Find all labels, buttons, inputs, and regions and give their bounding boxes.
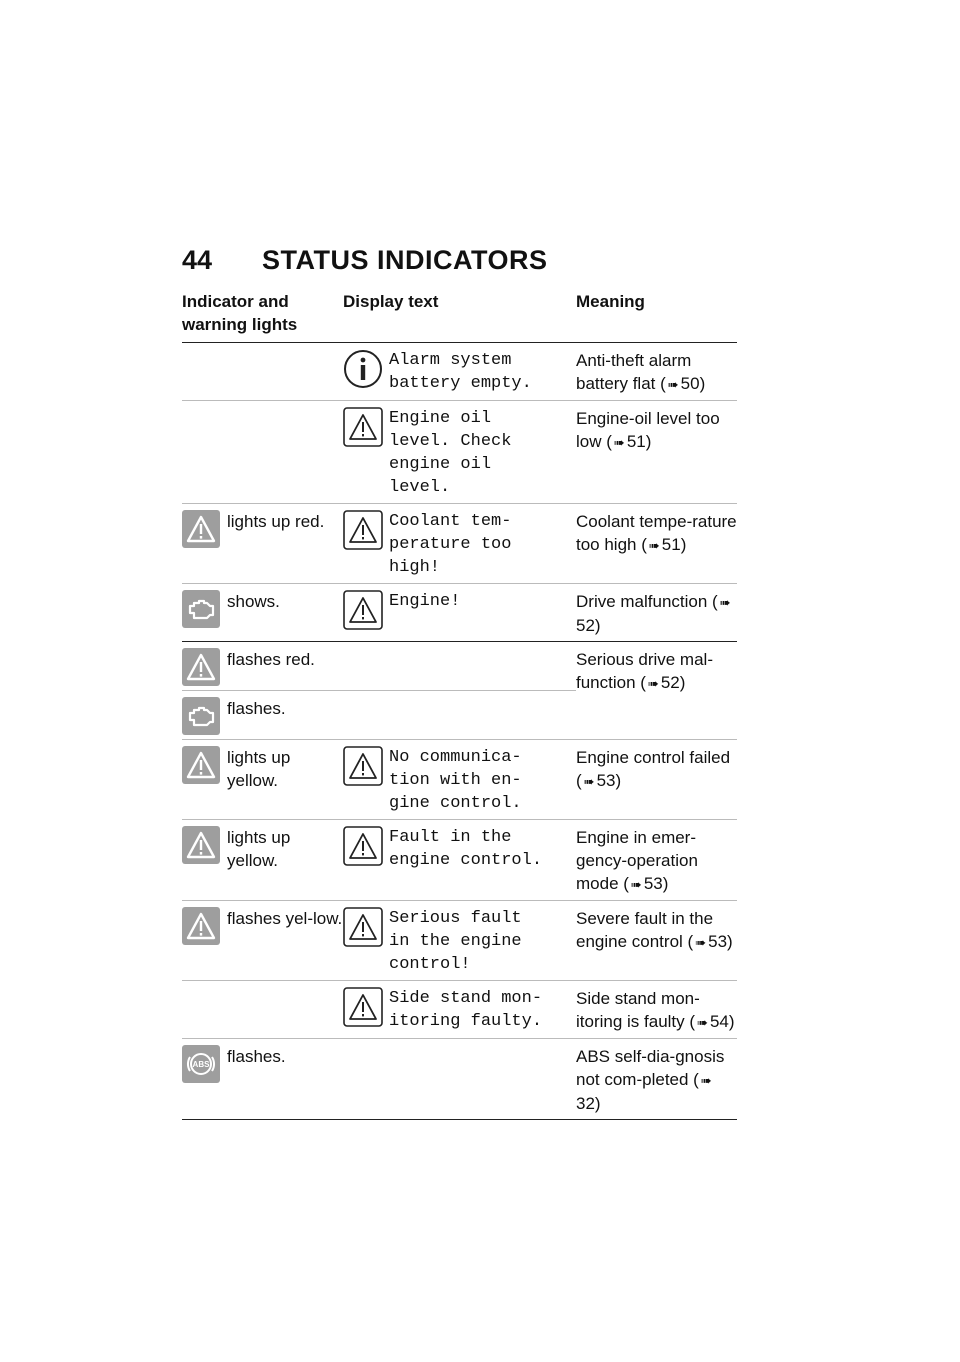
page-ref[interactable]: 53 [596,771,616,790]
display-text: Fault in the engine control. [389,828,543,870]
table-row [182,401,737,504]
table-row [182,981,737,1039]
meaning-text: Engine control failed ( ➠ 53) [576,748,730,790]
page-ref[interactable]: 51 [626,432,646,451]
meaning-text: Severe fault in the engine control ( ➠ 53) [576,909,733,951]
arrow-right-icon: ➠ [583,774,595,789]
table-row [182,1039,737,1120]
indicator-text: flashes red. [227,650,315,669]
arrow-right-icon: ➠ [648,538,660,553]
display-text: Serious fault in the engine control! [389,909,522,974]
meaning-text: Engine-oil level too low ( ➠ 51) [576,409,720,451]
table-header [182,290,737,343]
table-row [182,642,576,690]
meaning-text: Drive malfunction ( ➠52) [576,592,731,635]
engine-icon [182,697,220,735]
table-row [182,820,737,901]
arrow-right-icon: ➠ [613,435,625,450]
page-ref[interactable]: 32 [576,1094,595,1113]
status-indicators-table [182,290,737,1120]
indicator-text: lights up yellow. [227,748,291,790]
display-text: Alarm system battery empty. [389,351,532,393]
page-number: 44 [182,244,213,275]
warning-icon [343,826,389,866]
meaning-text: Engine in emer-gency-operation mode ( ➠ 53) [576,828,698,893]
arrow-right-icon: ➠ [700,1073,712,1088]
meaning-text: ABS self-dia-gnosis not com-pleted ( ➠32) [576,1047,725,1113]
indicator-text: flashes yel-low. [227,909,343,928]
table-row [182,740,737,820]
meaning-text: Serious drive mal-function ( ➠ 52) [576,650,713,692]
indicator-text: lights up red. [227,512,325,531]
meaning-text: Coolant tempe-rature too high ( ➠ 51) [576,512,737,554]
warning-icon [343,907,389,947]
warning-icon [182,826,220,864]
display-text: Coolant tem- perature too high! [389,512,512,577]
page-ref[interactable]: 54 [709,1012,729,1031]
indicator-text: shows. [227,592,280,611]
page-ref[interactable]: 52 [660,673,680,692]
page-ref[interactable]: 53 [708,932,728,951]
arrow-right-icon: ➠ [697,1015,708,1030]
table-row [182,690,576,739]
warning-icon [182,510,220,548]
col-indicator: Indicator and warning lights [182,292,298,334]
warning-icon [343,407,389,447]
indicator-text: lights up yellow. [227,828,291,870]
table-row-group [182,642,737,740]
page-header [182,240,548,280]
abs-label: ABS [192,1060,210,1069]
page-ref[interactable]: 50 [680,374,700,393]
indicator-text: flashes. [227,699,286,718]
warning-icon [182,907,220,945]
warning-icon [343,987,389,1027]
arrow-right-icon: ➠ [647,676,659,691]
col-display: Display text [343,292,439,311]
warning-icon [343,590,389,630]
arrow-right-icon: ➠ [695,935,707,950]
table-row [182,901,737,981]
page-ref[interactable]: 51 [661,535,681,554]
abs-icon [182,1045,220,1083]
display-text: No communica- tion with en- gine control. [389,748,522,813]
meaning-text: Side stand mon-itoring is faulty ( ➠ 54) [576,989,735,1031]
table-row [182,584,737,642]
table-row [182,343,737,401]
warning-icon [182,648,220,686]
table-row [182,504,737,584]
page-title: STATUS INDICATORS [262,244,548,275]
page-ref[interactable]: 53 [643,874,663,893]
page-ref[interactable]: 52 [576,616,595,635]
meaning-text: Anti-theft alarm battery flat ( ➠ 50) [576,351,705,393]
warning-icon [343,510,389,550]
arrow-right-icon: ➠ [719,595,731,610]
warning-icon [182,746,220,784]
display-text: Engine oil level. Check engine oil level. [389,409,512,497]
arrow-right-icon: ➠ [667,377,679,392]
display-text: Side stand mon- itoring faulty. [389,989,543,1031]
display-text: Engine! [389,592,461,611]
indicator-text: flashes. [227,1047,286,1066]
col-meaning: Meaning [576,292,645,311]
info-icon [343,349,389,389]
engine-icon [182,590,220,628]
arrow-right-icon: ➠ [630,877,642,892]
warning-icon [343,746,389,786]
